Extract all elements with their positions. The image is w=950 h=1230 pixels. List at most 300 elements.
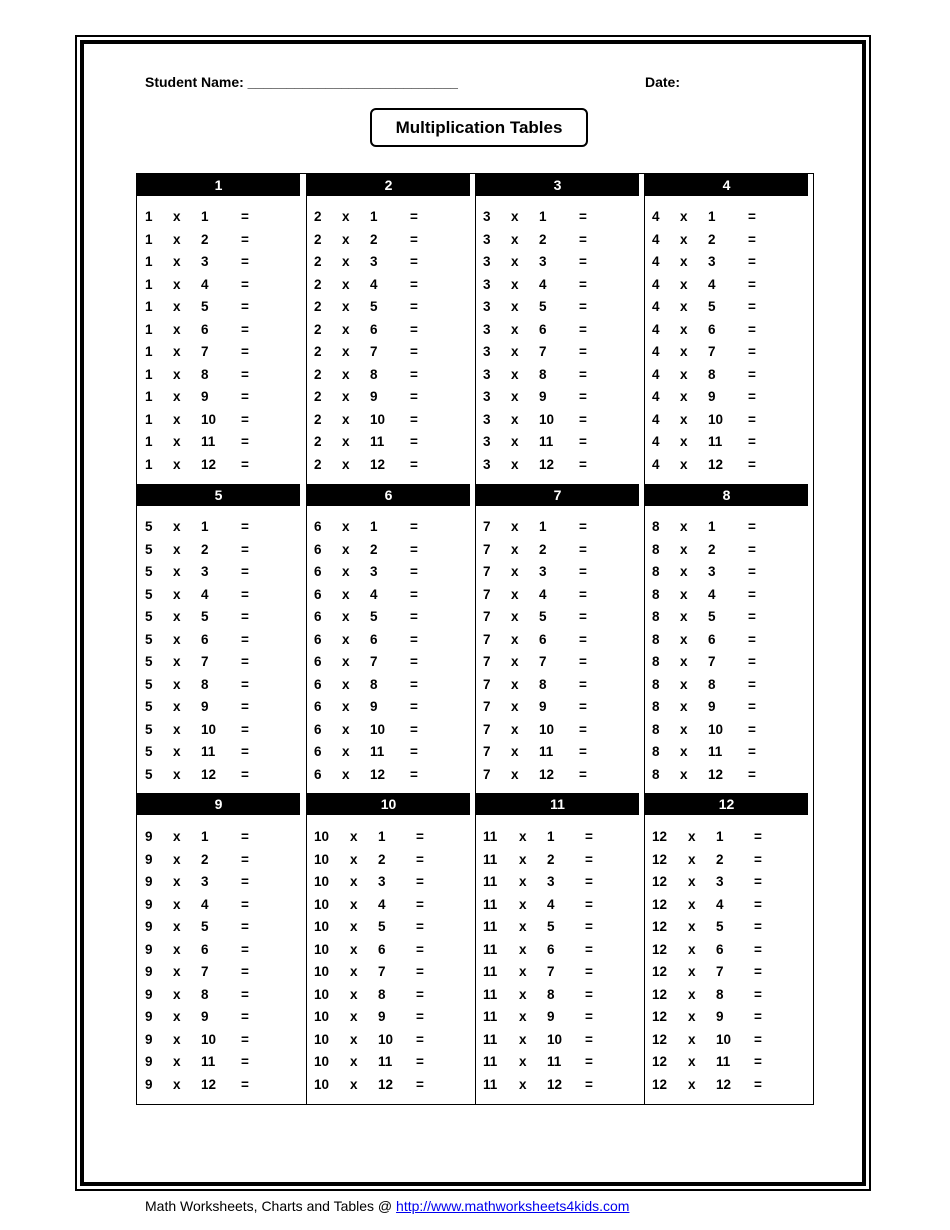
- multiplicand: 12: [652, 941, 668, 957]
- multiplier: 9: [539, 699, 547, 714]
- equals-sign: =: [241, 209, 249, 224]
- equals-sign: =: [241, 411, 249, 427]
- times-sign: x: [342, 254, 350, 269]
- times-sign: x: [511, 564, 519, 579]
- multiplicand: 3: [483, 231, 491, 247]
- multiplicand: 12: [652, 1076, 668, 1092]
- equals-sign: =: [579, 699, 587, 714]
- equals-sign: =: [754, 874, 762, 889]
- multiplier: 6: [370, 631, 378, 647]
- times-sign: x: [350, 1009, 358, 1024]
- times-sign: x: [680, 519, 688, 534]
- table-row: [306, 1030, 475, 1050]
- multiplicand: 12: [652, 1054, 668, 1069]
- times-sign: x: [511, 411, 519, 427]
- times-sign: x: [173, 434, 181, 449]
- equals-sign: =: [748, 456, 756, 472]
- equals-sign: =: [748, 276, 756, 292]
- times-sign: x: [350, 919, 358, 934]
- table-row: [644, 985, 813, 1005]
- multiplicand: 9: [145, 1009, 153, 1024]
- table-row: [475, 872, 644, 892]
- equals-sign: =: [754, 1076, 762, 1092]
- multiplier: 10: [708, 411, 724, 427]
- table-row: [475, 230, 644, 250]
- times-sign: x: [342, 344, 350, 359]
- multiplicand: 2: [314, 456, 322, 472]
- equals-sign: =: [579, 344, 587, 359]
- times-sign: x: [173, 1054, 181, 1069]
- multiplier: 8: [378, 986, 386, 1002]
- times-sign: x: [342, 541, 350, 557]
- multiplier: 9: [539, 389, 547, 404]
- multiplicand: 6: [314, 609, 322, 624]
- times-sign: x: [688, 829, 696, 844]
- multiplicand: 5: [145, 676, 153, 692]
- multiplicand: 10: [314, 919, 330, 934]
- multiplicand: 4: [652, 299, 660, 314]
- multiplicand: 12: [652, 1009, 668, 1024]
- multiplicand: 3: [483, 254, 491, 269]
- equals-sign: =: [241, 896, 249, 912]
- multiplier: 9: [201, 699, 209, 714]
- equals-sign: =: [754, 919, 762, 934]
- equals-sign: =: [241, 1009, 249, 1024]
- times-sign: x: [519, 1054, 527, 1069]
- multiplicand: 12: [652, 829, 668, 844]
- times-sign: x: [350, 964, 358, 979]
- equals-sign: =: [416, 829, 424, 844]
- equals-sign: =: [748, 254, 756, 269]
- multiplicand: 11: [483, 1031, 498, 1047]
- times-sign: x: [173, 744, 181, 759]
- equals-sign: =: [579, 366, 587, 382]
- table-row: [644, 252, 813, 272]
- equals-sign: =: [241, 564, 249, 579]
- table-row: [644, 872, 813, 892]
- times-sign: x: [519, 1076, 527, 1092]
- equals-sign: =: [410, 586, 418, 602]
- times-sign: x: [680, 209, 688, 224]
- equals-sign: =: [579, 631, 587, 647]
- multiplier: 4: [539, 586, 547, 602]
- multiplier: 5: [201, 919, 209, 934]
- times-sign: x: [680, 564, 688, 579]
- equals-sign: =: [579, 676, 587, 692]
- table-row: [475, 765, 644, 785]
- table-row: [644, 630, 813, 650]
- multiplier: 12: [370, 766, 386, 782]
- multiplier: 4: [378, 896, 386, 912]
- times-sign: x: [342, 676, 350, 692]
- table-row: [137, 765, 306, 785]
- multiplier: 2: [539, 231, 547, 247]
- equals-sign: =: [241, 519, 249, 534]
- table-row: [137, 342, 306, 362]
- equals-sign: =: [579, 434, 587, 449]
- equals-sign: =: [754, 1031, 762, 1047]
- multiplier: 7: [708, 654, 716, 669]
- multiplier: 9: [370, 699, 378, 714]
- table-row: [644, 1007, 813, 1027]
- times-sign: x: [173, 321, 181, 337]
- times-sign: x: [350, 1031, 358, 1047]
- table-row: [137, 850, 306, 870]
- table-row: [475, 455, 644, 475]
- times-sign: x: [511, 299, 519, 314]
- times-sign: x: [519, 964, 527, 979]
- table-row: [475, 697, 644, 717]
- table-row: [306, 320, 475, 340]
- equals-sign: =: [241, 1031, 249, 1047]
- multiplier: 10: [539, 721, 555, 737]
- table-header-10: 10: [307, 793, 470, 815]
- multiplier: 4: [716, 896, 724, 912]
- times-sign: x: [511, 254, 519, 269]
- multiplicand: 11: [483, 829, 498, 844]
- multiplier: 4: [201, 896, 209, 912]
- equals-sign: =: [241, 766, 249, 782]
- multiplicand: 4: [652, 456, 660, 472]
- equals-sign: =: [754, 851, 762, 867]
- times-sign: x: [680, 654, 688, 669]
- equals-sign: =: [410, 434, 418, 449]
- times-sign: x: [350, 829, 358, 844]
- multiplier: 9: [708, 389, 716, 404]
- multiplier: 10: [539, 411, 555, 427]
- times-sign: x: [173, 986, 181, 1002]
- equals-sign: =: [748, 609, 756, 624]
- multiplicand: 5: [145, 609, 153, 624]
- multiplicand: 3: [483, 389, 491, 404]
- equals-sign: =: [585, 1009, 593, 1024]
- multiplicand: 9: [145, 874, 153, 889]
- multiplicand: 4: [652, 231, 660, 247]
- multiplicand: 4: [652, 254, 660, 269]
- equals-sign: =: [585, 919, 593, 934]
- table-row: [644, 917, 813, 937]
- table-row: [137, 432, 306, 452]
- times-sign: x: [342, 434, 350, 449]
- times-sign: x: [342, 586, 350, 602]
- multiplicand: 11: [483, 964, 498, 979]
- table-row: [475, 720, 644, 740]
- times-sign: x: [173, 654, 181, 669]
- footer-link[interactable]: http://www.mathworksheets4kids.com: [396, 1198, 630, 1214]
- times-sign: x: [173, 829, 181, 844]
- times-sign: x: [173, 276, 181, 292]
- table-row: [475, 962, 644, 982]
- equals-sign: =: [241, 1076, 249, 1092]
- equals-sign: =: [410, 519, 418, 534]
- times-sign: x: [511, 654, 519, 669]
- table-row: [644, 962, 813, 982]
- multiplicand: 9: [145, 851, 153, 867]
- times-sign: x: [173, 254, 181, 269]
- multiplier: 1: [201, 519, 209, 534]
- equals-sign: =: [416, 874, 424, 889]
- equals-sign: =: [748, 721, 756, 737]
- table-header-4: 4: [645, 174, 808, 196]
- times-sign: x: [519, 941, 527, 957]
- table-row: [644, 607, 813, 627]
- student-name-field: Student Name: ___________________________: [145, 74, 458, 90]
- times-sign: x: [680, 299, 688, 314]
- table-row: [306, 1052, 475, 1072]
- times-sign: x: [511, 519, 519, 534]
- multiplier: 2: [539, 541, 547, 557]
- equals-sign: =: [241, 276, 249, 292]
- table-row: [644, 827, 813, 847]
- multiplicand: 2: [314, 389, 322, 404]
- multiplier: 5: [708, 299, 716, 314]
- table-row: [306, 342, 475, 362]
- multiplier: 8: [716, 986, 724, 1002]
- table-header-8: 8: [645, 484, 808, 506]
- equals-sign: =: [748, 744, 756, 759]
- multiplicand: 1: [145, 434, 153, 449]
- multiplier: 3: [708, 254, 716, 269]
- table-row: [644, 675, 813, 695]
- table-row: [137, 297, 306, 317]
- multiplicand: 3: [483, 321, 491, 337]
- equals-sign: =: [748, 766, 756, 782]
- times-sign: x: [519, 1009, 527, 1024]
- equals-sign: =: [748, 654, 756, 669]
- multiplicand: 4: [652, 434, 660, 449]
- multiplier: 12: [708, 766, 724, 782]
- equals-sign: =: [585, 964, 593, 979]
- multiplier: 11: [539, 744, 554, 759]
- equals-sign: =: [748, 541, 756, 557]
- equals-sign: =: [410, 766, 418, 782]
- table-row: [644, 540, 813, 560]
- multiplier: 8: [547, 986, 555, 1002]
- equals-sign: =: [410, 366, 418, 382]
- times-sign: x: [680, 344, 688, 359]
- times-sign: x: [519, 986, 527, 1002]
- multiplicand: 4: [652, 411, 660, 427]
- multiplier: 2: [201, 231, 209, 247]
- equals-sign: =: [579, 586, 587, 602]
- multiplier: 5: [370, 299, 378, 314]
- multiplicand: 7: [483, 586, 491, 602]
- times-sign: x: [688, 1031, 696, 1047]
- equals-sign: =: [241, 851, 249, 867]
- equals-sign: =: [748, 366, 756, 382]
- times-sign: x: [511, 276, 519, 292]
- multiplier: 1: [708, 519, 716, 534]
- multiplier: 8: [201, 676, 209, 692]
- multiplicand: 10: [314, 941, 330, 957]
- multiplier: 5: [547, 919, 555, 934]
- multiplicand: 7: [483, 676, 491, 692]
- table-row: [137, 252, 306, 272]
- table-row: [306, 985, 475, 1005]
- table-row: [137, 940, 306, 960]
- multiplier: 3: [378, 874, 386, 889]
- multiplier: 12: [378, 1076, 394, 1092]
- multiplier: 3: [708, 564, 716, 579]
- multiplier: 4: [201, 276, 209, 292]
- times-sign: x: [680, 276, 688, 292]
- equals-sign: =: [579, 519, 587, 534]
- equals-sign: =: [585, 1076, 593, 1092]
- times-sign: x: [511, 389, 519, 404]
- multiplier: 10: [201, 721, 217, 737]
- multiplicand: 2: [314, 209, 322, 224]
- multiplier: 1: [708, 209, 716, 224]
- multiplicand: 9: [145, 1054, 153, 1069]
- table-row: [137, 365, 306, 385]
- equals-sign: =: [241, 941, 249, 957]
- equals-sign: =: [754, 986, 762, 1002]
- multiplicand: 9: [145, 964, 153, 979]
- table-row: [137, 455, 306, 475]
- table-row: [306, 387, 475, 407]
- times-sign: x: [688, 896, 696, 912]
- times-sign: x: [680, 434, 688, 449]
- multiplicand: 3: [483, 299, 491, 314]
- times-sign: x: [350, 1054, 358, 1069]
- table-row: [137, 1075, 306, 1095]
- multiplicand: 5: [145, 766, 153, 782]
- multiplicand: 9: [145, 941, 153, 957]
- times-sign: x: [173, 456, 181, 472]
- multiplicand: 2: [314, 344, 322, 359]
- multiplier: 6: [378, 941, 386, 957]
- multiplicand: 6: [314, 564, 322, 579]
- multiplier: 10: [201, 411, 217, 427]
- table-row: [306, 675, 475, 695]
- multiplicand: 9: [145, 986, 153, 1002]
- table-row: [475, 940, 644, 960]
- table-row: [137, 585, 306, 605]
- multiplicand: 9: [145, 1031, 153, 1047]
- table-row: [306, 540, 475, 560]
- multiplier: 12: [539, 766, 555, 782]
- multiplier: 1: [547, 829, 555, 844]
- multiplier: 7: [201, 654, 209, 669]
- table-row: [644, 652, 813, 672]
- multiplier: 12: [539, 456, 555, 472]
- times-sign: x: [680, 231, 688, 247]
- equals-sign: =: [579, 389, 587, 404]
- multiplicand: 8: [652, 744, 660, 759]
- times-sign: x: [173, 411, 181, 427]
- times-sign: x: [688, 851, 696, 867]
- multiplicand: 6: [314, 766, 322, 782]
- equals-sign: =: [748, 389, 756, 404]
- table-row: [137, 1052, 306, 1072]
- multiplier: 9: [716, 1009, 724, 1024]
- multiplier: 7: [370, 654, 378, 669]
- multiplicand: 4: [652, 344, 660, 359]
- multiplicand: 7: [483, 766, 491, 782]
- table-row: [306, 720, 475, 740]
- equals-sign: =: [754, 896, 762, 912]
- equals-sign: =: [241, 676, 249, 692]
- multiplicand: 1: [145, 321, 153, 337]
- equals-sign: =: [410, 344, 418, 359]
- multiplicand: 1: [145, 366, 153, 382]
- multiplicand: 10: [314, 1009, 330, 1024]
- multiplicand: 9: [145, 896, 153, 912]
- table-header-5: 5: [137, 484, 300, 506]
- equals-sign: =: [416, 986, 424, 1002]
- table-row: [137, 207, 306, 227]
- equals-sign: =: [241, 299, 249, 314]
- times-sign: x: [680, 366, 688, 382]
- equals-sign: =: [579, 766, 587, 782]
- multiplicand: 7: [483, 631, 491, 647]
- multiplicand: 10: [314, 829, 330, 844]
- table-row: [475, 850, 644, 870]
- multiplicand: 7: [483, 609, 491, 624]
- multiplier: 3: [370, 254, 378, 269]
- table-row: [137, 652, 306, 672]
- multiplicand: 11: [483, 1076, 498, 1092]
- multiplicand: 8: [652, 766, 660, 782]
- equals-sign: =: [579, 564, 587, 579]
- times-sign: x: [680, 456, 688, 472]
- multiplier: 2: [201, 851, 209, 867]
- multiplicand: 9: [145, 1076, 153, 1092]
- multiplier: 12: [201, 456, 217, 472]
- table-row: [644, 895, 813, 915]
- equals-sign: =: [241, 919, 249, 934]
- equals-sign: =: [410, 744, 418, 759]
- table-row: [475, 827, 644, 847]
- table-row: [644, 342, 813, 362]
- equals-sign: =: [748, 699, 756, 714]
- times-sign: x: [688, 1054, 696, 1069]
- times-sign: x: [342, 209, 350, 224]
- table-header-11: 11: [476, 793, 639, 815]
- multiplier: 3: [201, 254, 209, 269]
- table-row: [137, 895, 306, 915]
- equals-sign: =: [416, 896, 424, 912]
- table-header-2: 2: [307, 174, 470, 196]
- equals-sign: =: [241, 986, 249, 1002]
- multiplicand: 7: [483, 744, 491, 759]
- multiplier: 8: [201, 366, 209, 382]
- multiplier: 3: [547, 874, 555, 889]
- table-row: [137, 410, 306, 430]
- equals-sign: =: [410, 456, 418, 472]
- times-sign: x: [511, 586, 519, 602]
- table-row: [306, 275, 475, 295]
- equals-sign: =: [585, 986, 593, 1002]
- times-sign: x: [342, 721, 350, 737]
- times-sign: x: [350, 851, 358, 867]
- multiplicand: 6: [314, 721, 322, 737]
- multiplicand: 2: [314, 231, 322, 247]
- multiplier: 5: [716, 919, 724, 934]
- multiplicand: 3: [483, 411, 491, 427]
- table-row: [137, 562, 306, 582]
- equals-sign: =: [241, 321, 249, 337]
- multiplicand: 8: [652, 564, 660, 579]
- equals-sign: =: [579, 721, 587, 737]
- multiplier: 6: [716, 941, 724, 957]
- multiplicand: 12: [652, 874, 668, 889]
- times-sign: x: [173, 766, 181, 782]
- table-row: [306, 652, 475, 672]
- table-row: [475, 985, 644, 1005]
- times-sign: x: [350, 896, 358, 912]
- times-sign: x: [342, 299, 350, 314]
